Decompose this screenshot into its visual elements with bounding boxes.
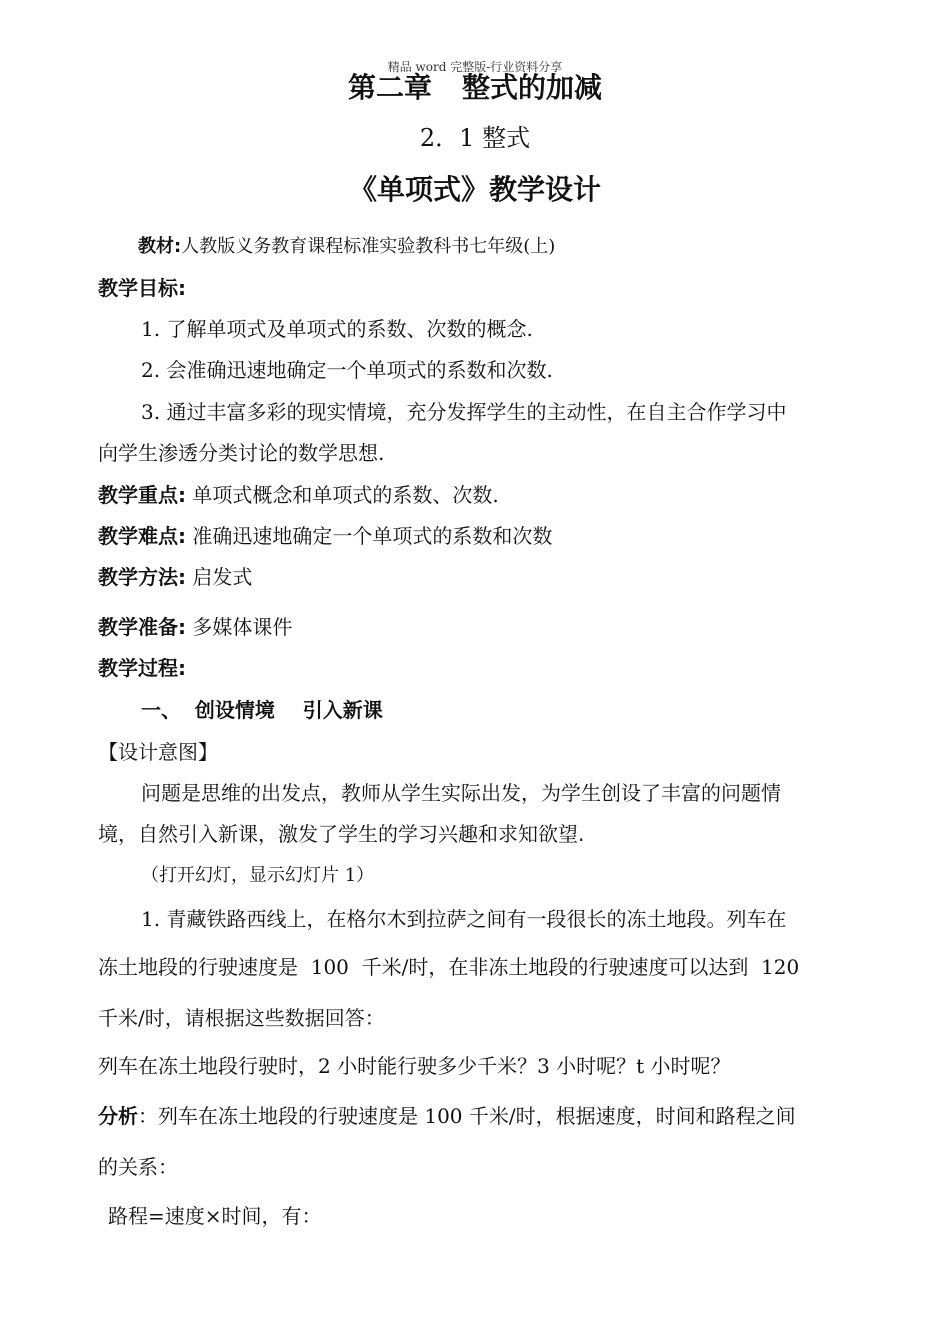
textbook-label: 教材: — [138, 236, 182, 257]
key-points-line — [98, 479, 499, 508]
objective-item: 2. 会准确迅速地确定一个单项式的系数和次数. — [141, 358, 553, 382]
prep-label: 教学准备: — [98, 615, 186, 639]
key-points-value: 单项式概念和单项式的系数、次数. — [192, 483, 499, 507]
design-intent-label: 【设计意图】 — [98, 740, 218, 764]
difficulties-label: 教学难点: — [98, 524, 186, 548]
difficulties-line — [98, 520, 552, 549]
prep-line — [98, 611, 292, 640]
objectives-heading: 教学目标: — [98, 276, 186, 300]
chapter-title — [0, 66, 950, 106]
chapter-name: 整式的加减 — [462, 71, 603, 104]
objective-item: 3. 通过丰富多彩的现实情境，充分发挥学生的主动性，在自主合作学习中 — [141, 400, 787, 424]
method-value: 启发式 — [192, 565, 253, 589]
question-one-line-1: 1. 青藏铁路西线上，在格尔木到拉萨之间有一段很长的冻土地段。列车在 — [141, 907, 787, 931]
design-intent-text-continued: 境，自然引入新课，激发了学生的学习兴趣和求知欲望. — [98, 822, 585, 846]
method-line — [98, 561, 252, 590]
slide-note: （打开幻灯，显示幻灯片 1） — [141, 865, 375, 886]
method-label: 教学方法: — [98, 565, 186, 589]
step-one-heading: 一、 创设情境 引入新课 — [141, 698, 383, 722]
watermark: 精品 word 完整版-行业资料分享 — [387, 60, 563, 74]
objective-item-continued: 向学生渗透分类讨论的数学思想. — [98, 441, 385, 465]
analysis-label: 分析 — [98, 1104, 138, 1128]
textbook-line — [138, 232, 555, 258]
analysis-text: ：列车在冻土地段的行驶速度是 100 千米/时，根据速度，时间和路程之间 — [138, 1104, 796, 1128]
difficulties-value: 准确迅速地确定一个单项式的系数和次数 — [192, 524, 553, 548]
question-one-prompt: 列车在冻土地段行驶时，2 小时能行驶多少千米？3 小时呢？t 小时呢？ — [98, 1054, 731, 1078]
design-intent-text: 问题是思维的出发点，教师从学生实际出发，为学生创设了丰富的问题情 — [141, 781, 781, 805]
textbook-value: 人教版义务教育课程标准实验教科书七年级(上) — [181, 236, 556, 257]
objective-item: 1. 了解单项式及单项式的系数、次数的概念. — [141, 317, 533, 341]
prep-value: 多媒体课件 — [192, 615, 293, 639]
section-title: 2．1 整式 — [419, 124, 531, 152]
key-points-label: 教学重点: — [98, 483, 186, 507]
analysis-line-continued: 的关系： — [98, 1155, 178, 1179]
question-one-line-2: 冻土地段的行驶速度是 100 千米/时，在非冻土地段的行驶速度可以达到 120 — [98, 955, 800, 979]
process-heading: 教学过程: — [98, 656, 186, 680]
chapter-number: 第二章 — [347, 71, 432, 104]
analysis-line — [98, 1100, 796, 1129]
lesson-title: 《单项式》教学设计 — [348, 173, 601, 206]
formula-line: 路程=速度×时间，有： — [108, 1204, 322, 1228]
question-one-line-3: 千米/时，请根据这些数据回答： — [98, 1006, 385, 1030]
